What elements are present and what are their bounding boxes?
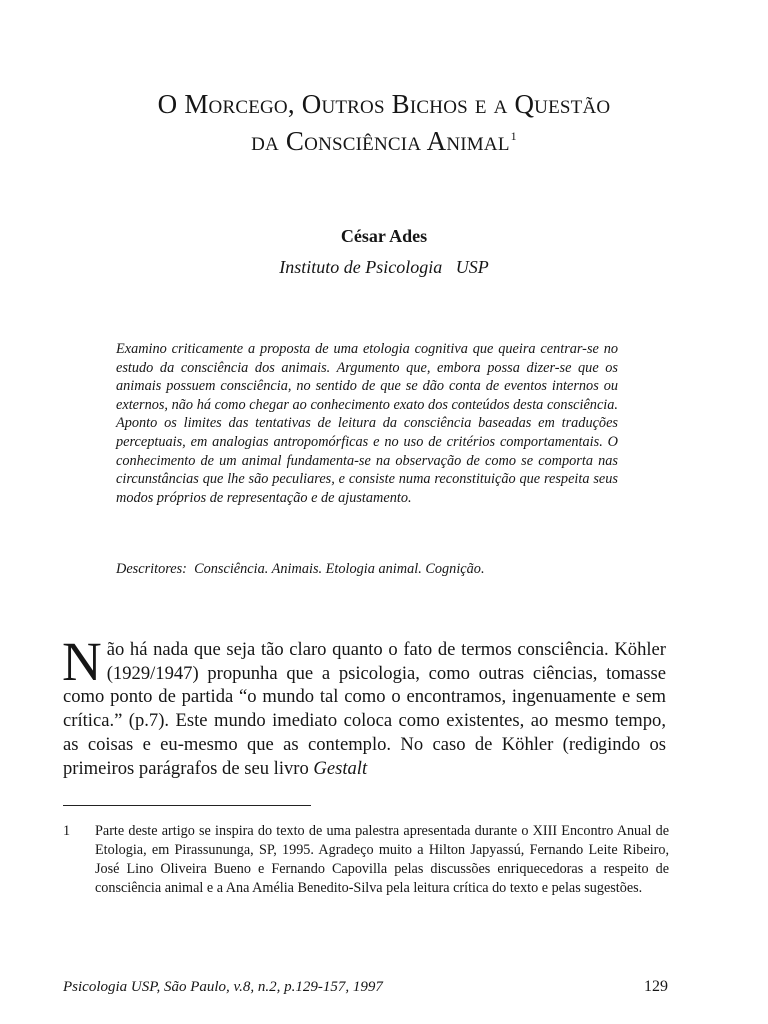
article-title: [60, 88, 708, 157]
body-text: ão há nada que seja tão claro quanto o fato de termos consciência. Köhler (1929/1947) propunha que a psicologia, como outras ciências, tomasse como ponto de partida “o mundo tal como o encontramos, ingenuamente e sem crítica.” (p.7). Este mundo imediato coloca como existentes, ao mesmo tempo, as coisas e eu-mesmo que as contemplo. No caso de Köhler (redigindo os primeiros parágrafos de seu livro: [63, 639, 666, 779]
footnote: [63, 822, 669, 898]
journal-citation: Psicologia USP, São Paulo, v.8, n.2, p.129-157, 1997: [63, 979, 383, 995]
abstract: Examino criticamente a proposta de uma etologia cognitiva que queira centrar-se no estudo da consciência dos animais. Argumento que, embora possa dizer-se que os animais possuem consciência, no sentido de que se dão conta de eventos internos ou externos, não há como chegar ao conhecimento exato dos conteúdos desta consciência. Aponto os limites das tentativas de leitura da consciência baseadas em traduções perceptuais, em analogias antropomórficas e no uso de critérios comportamentais. O conhecimento de um animal fundamenta-se na observação de como se comporta nas circunstâncias que lhe são peculiares, e consiste numa reconstituição que respeita seus modos próprios de representação e de ajustamento.: [116, 341, 618, 506]
body-italic-term: Gestalt: [313, 757, 368, 779]
title-line-1: O Morcego, Outros Bichos e a Questão: [157, 89, 611, 119]
footnote-text: Parte deste artigo se inspira do texto de uma palestra apresentada durante o XIII Encontro Anual de Etologia, em Pirassununga, SP, 1995. Agradeço muito a Hilton Japyassú, Fernando Leite Ribeiro, José Lino Oliveira Bueno e Fernando Capovilla pelas discussões enriquecedoras a respeito de consciência animal e a Ana Amélia Benedito-Silva pela leitura crítica do texto e pelas sugestões.: [95, 823, 669, 896]
author-name: César Ades: [340, 226, 428, 246]
body-paragraph: [62, 631, 666, 780]
title-footnote-mark[interactable]: 1: [510, 129, 517, 143]
title-line-2: [60, 120, 708, 157]
drop-cap: N: [62, 631, 102, 692]
descriptors: Descritores: Consciência. Animais. Etologia animal. Cognição.: [116, 561, 485, 577]
footnote-divider: [63, 805, 311, 806]
page-number: 129: [644, 978, 668, 995]
author-affiliation: Instituto de Psicologia USP: [279, 257, 489, 277]
footnote-number: 1: [63, 823, 71, 839]
title-line-2-text: da Consciência Animal: [251, 126, 510, 156]
